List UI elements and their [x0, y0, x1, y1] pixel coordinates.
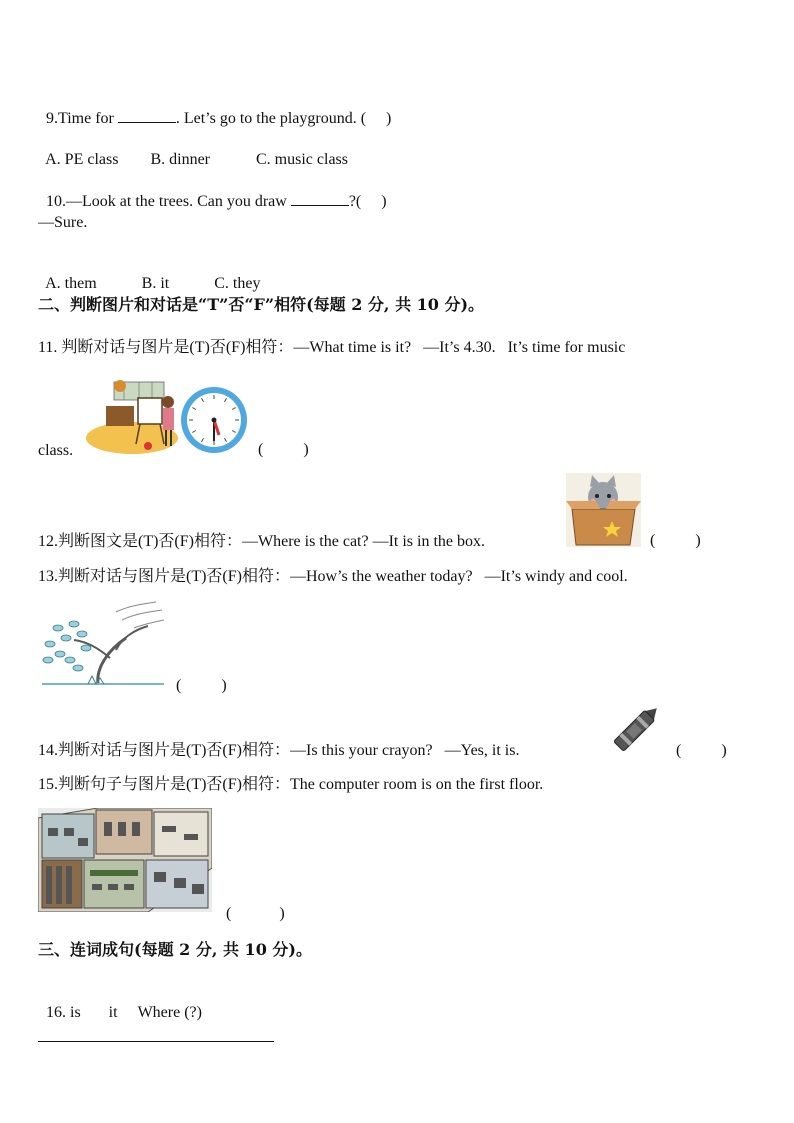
- school-building-picture: [38, 808, 212, 917]
- crayon-picture: [610, 700, 664, 761]
- question-10-suffix: ?( ): [348, 193, 387, 210]
- option-a: A. them: [45, 275, 97, 292]
- question-10: [38, 171, 387, 212]
- question-10-reply: —Sure.: [38, 214, 88, 231]
- answer-parentheses[interactable]: ( ): [226, 905, 285, 922]
- question-15: 15.判断句子与图片是(T)否(F)相符：The computer room is on the first floor.: [38, 776, 544, 793]
- question-16: [38, 983, 202, 1023]
- word: it: [108, 1004, 118, 1021]
- windy-tree-picture: [38, 598, 168, 693]
- question-12: 12.判断图文是(T)否(F)相符：—Where is the cat? —It is in the box.: [38, 533, 486, 550]
- word: Where (?): [137, 1004, 202, 1021]
- art-room-picture: [84, 376, 180, 461]
- question-13: 13.判断对话与图片是(T)否(F)相符：—How’s the weather today? —It’s windy and cool.: [38, 568, 628, 585]
- word: 16. is: [46, 1004, 81, 1021]
- answer-parentheses[interactable]: ( ): [650, 532, 701, 549]
- question-14: 14.判断对话与图片是(T)否(F)相符：—Is this your crayon? —Yes, it is.: [38, 742, 520, 759]
- option-b: B. it: [141, 275, 170, 292]
- cat-in-box-picture: [566, 473, 641, 552]
- question-9: [38, 88, 391, 129]
- answer-blank[interactable]: [291, 191, 349, 206]
- clock-icon: [179, 385, 249, 460]
- option-a: A. PE class: [45, 151, 119, 168]
- answer-parentheses[interactable]: ( ): [676, 742, 727, 759]
- option-c: C. music class: [256, 151, 348, 168]
- question-11: 11. 判断对话与图片是(T)否(F)相符：—What time is it? —It’s 4.30. It’s time for music: [38, 339, 626, 356]
- option-b: B. dinner: [150, 151, 210, 168]
- question-9-prefix: 9.Time for: [46, 110, 118, 127]
- question-10-prefix: 10.—Look at the trees. Can you draw: [46, 193, 291, 210]
- question-9-options: [38, 130, 348, 170]
- answer-blank[interactable]: [118, 108, 176, 123]
- section-2-heading: 二、判断图片和对话是“T”否“F”相符(每题 2 分, 共 10 分)。: [38, 295, 485, 314]
- section-3-heading: 三、连词成句(每题 2 分, 共 10 分)。: [38, 940, 312, 959]
- option-c: C. they: [214, 275, 261, 292]
- answer-line[interactable]: [38, 1041, 274, 1042]
- question-9-suffix: . Let’s go to the playground. ( ): [175, 110, 392, 127]
- question-10-options: [38, 254, 260, 294]
- answer-parentheses[interactable]: ( ): [176, 677, 227, 694]
- answer-parentheses[interactable]: ( ): [258, 441, 309, 458]
- question-11-cont: class.: [38, 442, 74, 459]
